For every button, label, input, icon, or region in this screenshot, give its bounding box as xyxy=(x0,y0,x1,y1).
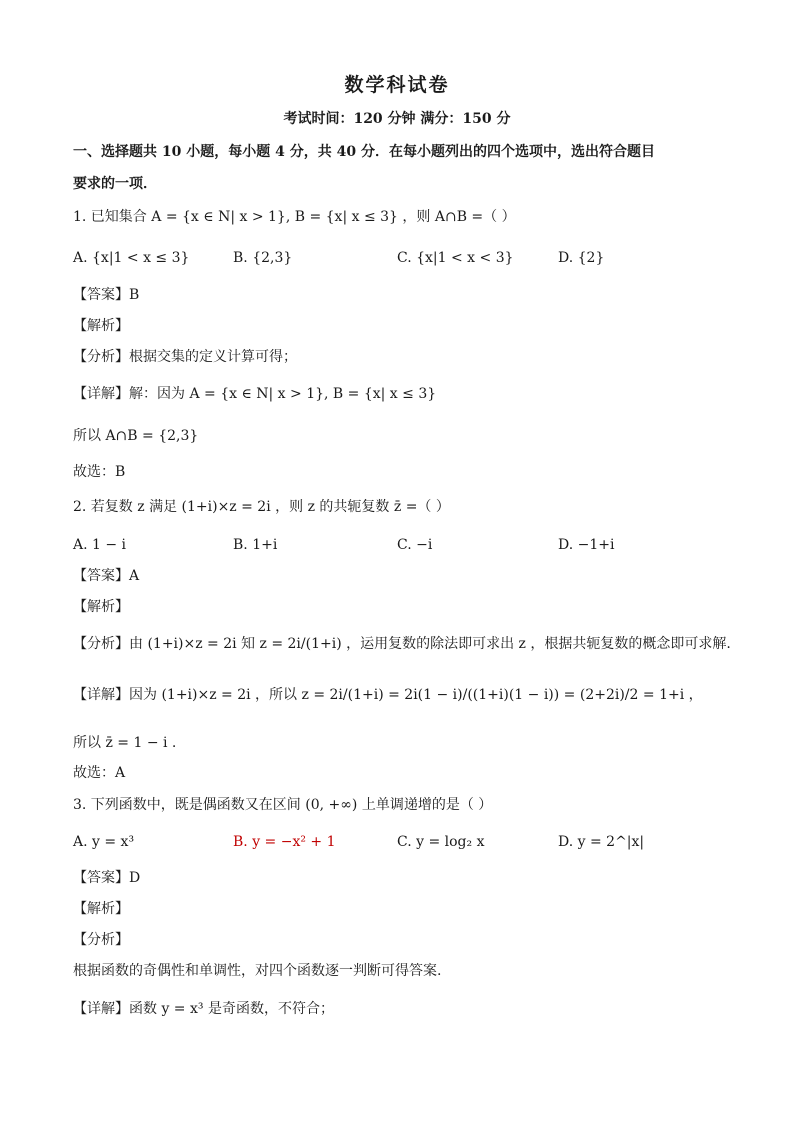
q1-option-b: B. {2,3} xyxy=(233,250,293,266)
q3-analysis-label: 【解析】 xyxy=(73,901,129,917)
q1-choice: 故选：B xyxy=(73,464,126,480)
q2-option-b: B. 1+i xyxy=(233,537,278,553)
q3-answer: 【答案】D xyxy=(73,870,141,886)
section-heading-line2: 要求的一项． xyxy=(73,176,157,192)
q1-option-a: A. {x|1 < x ≤ 3} xyxy=(73,250,190,266)
q3-detail: 【详解】函数 y = x³ 是奇函数，不符合； xyxy=(73,1001,334,1017)
q2-analysis: 【分析】由 (1+i)×z = 2i 知 z = 2i/(1+i) ，运用复数的除法即可求出 z ，根据共轭复数的概念即可求解. xyxy=(73,636,731,652)
section-heading-line1: 一、选择题共 10 小题，每小题 4 分，共 40 分．在每小题列出的四个选项中，选出符合题目 xyxy=(73,144,655,160)
q1-detail: 【详解】解：因为 A = {x ∈ N| x > 1}, B = {x| x ≤ 3} xyxy=(73,386,437,402)
q1-result: 所以 A∩B = {2,3} xyxy=(73,428,199,444)
q1-option-c: C. {x|1 < x < 3} xyxy=(397,250,514,266)
q2-analysis-label: 【解析】 xyxy=(73,599,129,615)
q3-option-d: D. y = 2^|x| xyxy=(558,834,645,850)
q2-stem: 2. 若复数 z 满足 (1+i)×z = 2i ，则 z 的共轭复数 z̄ =（ ） xyxy=(73,499,450,515)
q3-option-a: A. y = x³ xyxy=(73,834,135,850)
q2-result: 所以 z̄ = 1 − i . xyxy=(73,735,177,751)
q2-option-c: C. −i xyxy=(397,537,433,553)
q2-detail: 【详解】因为 (1+i)×z = 2i ，所以 z = 2i/(1+i) = 2i(1 − i)/((1+i)(1 − i)) = (2+2i)/2 = 1+i ， xyxy=(73,687,703,703)
exam-info: 考试时间：120 分钟 满分：150 分 xyxy=(283,111,511,127)
q3-stem: 3. 下列函数中，既是偶函数又在区间 (0, +∞) 上单调递增的是（ ） xyxy=(73,797,493,813)
q2-option-a: A. 1 − i xyxy=(73,537,127,553)
q1-stem: 1. 已知集合 A = {x ∈ N| x > 1}, B = {x| x ≤ 3} ，则 A∩B =（ ） xyxy=(73,209,516,225)
q1-option-d: D. {2} xyxy=(558,250,605,266)
q2-choice: 故选：A xyxy=(73,765,126,781)
q1-analysis: 【分析】根据交集的定义计算可得； xyxy=(73,349,297,365)
q1-analysis-label: 【解析】 xyxy=(73,318,129,334)
q1-answer: 【答案】B xyxy=(73,287,140,303)
q2-answer: 【答案】A xyxy=(73,568,140,584)
q3-option-b: B. y = −x² + 1 xyxy=(233,834,336,850)
q3-option-c: C. y = log₂ x xyxy=(397,834,485,850)
q2-option-d: D. −1+i xyxy=(558,537,615,553)
q3-analysis: 根据函数的奇偶性和单调性，对四个函数逐一判断可得答案. xyxy=(73,963,442,979)
page-title: 数学科试卷 xyxy=(344,74,450,96)
q3-analysis-head: 【分析】 xyxy=(73,932,129,948)
